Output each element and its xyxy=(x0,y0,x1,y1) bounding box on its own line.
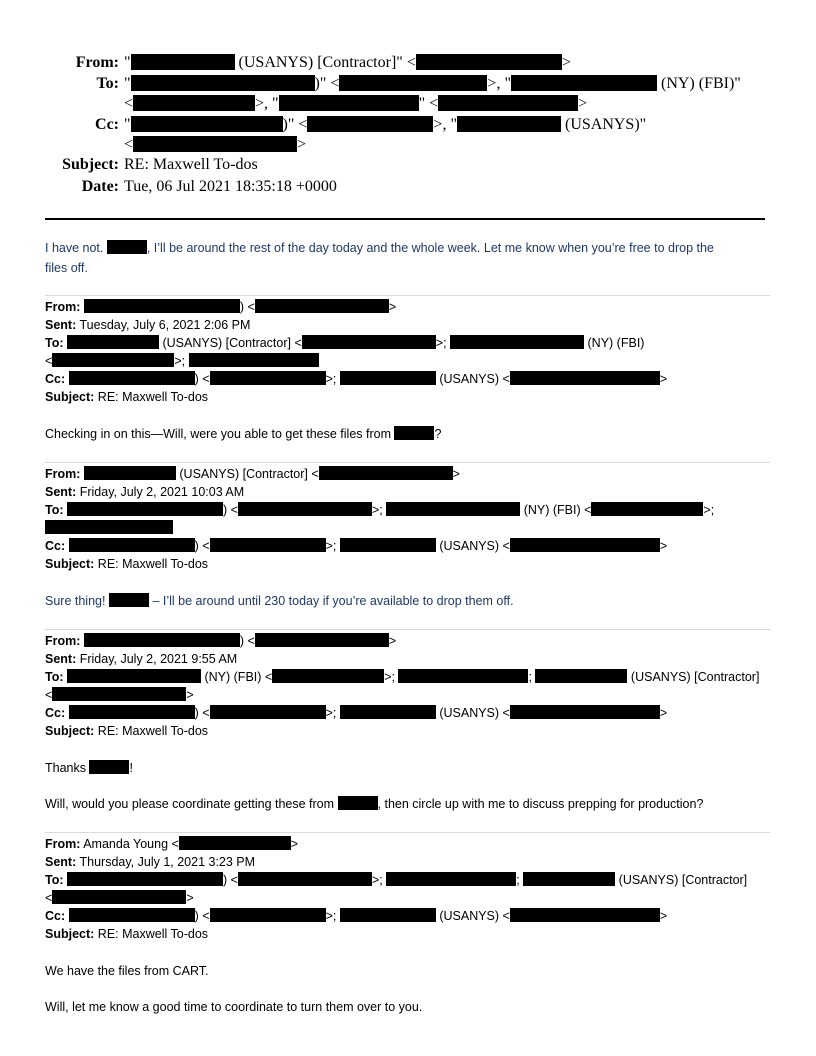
text: > xyxy=(659,539,668,553)
cc-label: Cc: xyxy=(45,539,66,553)
msg2-subject-row xyxy=(45,555,208,573)
to-label: To: xyxy=(45,873,64,887)
msg3-from-row xyxy=(45,632,396,650)
text: files off. xyxy=(45,261,88,275)
cc-label: Cc: xyxy=(45,706,66,720)
text: >; xyxy=(435,336,447,350)
sent-label: Sent: xyxy=(45,652,77,666)
text: " xyxy=(124,54,131,71)
redaction xyxy=(69,538,195,552)
redaction xyxy=(307,116,433,132)
redaction xyxy=(67,502,223,516)
text: (NY) (FBI) < xyxy=(204,670,273,684)
redaction xyxy=(339,75,487,91)
to-label: To: xyxy=(45,670,64,684)
text: >; xyxy=(325,372,337,386)
redaction xyxy=(511,75,657,91)
text: We have the files from CART. xyxy=(45,964,209,978)
redaction xyxy=(340,538,436,552)
header-divider xyxy=(45,218,765,220)
redaction xyxy=(45,520,173,534)
message-separator xyxy=(45,462,770,463)
redaction xyxy=(279,95,419,111)
sent-value: Friday, July 2, 2021 9:55 AM xyxy=(79,652,238,666)
redaction xyxy=(340,908,436,922)
redaction xyxy=(69,705,195,719)
header-subject-row xyxy=(0,155,816,175)
msg2-to-row-2 xyxy=(45,519,173,537)
subject-label: Subject: xyxy=(45,927,95,941)
msg1-subject-row xyxy=(45,388,208,406)
msg1-body xyxy=(45,424,775,444)
header-cc-value xyxy=(124,115,646,135)
msg4-body-2 xyxy=(45,997,775,1017)
from-label: From: xyxy=(45,837,81,851)
text: ) < xyxy=(223,873,238,887)
text: > xyxy=(561,54,571,71)
text: (USANYS) [Contractor] xyxy=(630,670,760,684)
header-subject-value: RE: Maxwell To-dos xyxy=(124,156,258,173)
sent-label: Sent: xyxy=(45,318,77,332)
text: > xyxy=(290,837,299,851)
text: >, " xyxy=(255,95,279,112)
text: )" < xyxy=(282,116,308,133)
redaction xyxy=(133,95,255,111)
redaction xyxy=(210,705,326,719)
text: >; xyxy=(371,503,383,517)
text: I have not. xyxy=(45,241,104,255)
redaction xyxy=(510,908,660,922)
header-from-label: From: xyxy=(75,54,119,71)
text: > xyxy=(452,467,460,481)
text: (NY) (FBI) < xyxy=(523,503,592,517)
msg2-to-row xyxy=(45,501,714,519)
redaction xyxy=(394,426,434,440)
text: ; xyxy=(516,873,520,887)
redaction xyxy=(210,371,326,385)
sent-label: Sent: xyxy=(45,485,77,499)
text: >; xyxy=(703,503,715,517)
msg2-cc-row xyxy=(45,537,667,555)
redaction xyxy=(255,299,389,313)
text: > xyxy=(659,909,668,923)
redaction xyxy=(510,705,660,719)
sent-value: Thursday, July 1, 2021 3:23 PM xyxy=(79,855,256,869)
text: > xyxy=(186,891,194,905)
text: " < xyxy=(418,95,439,112)
redaction xyxy=(89,760,129,774)
sender-name: Amanda Young < xyxy=(83,837,179,851)
redaction xyxy=(210,538,326,552)
redaction xyxy=(67,872,223,886)
header-to-label: To: xyxy=(96,75,119,92)
text: Thanks xyxy=(45,761,86,775)
header-date-value: Tue, 06 Jul 2021 18:35:18 +0000 xyxy=(124,178,337,195)
redaction xyxy=(69,908,195,922)
header-date-label: Date: xyxy=(81,178,119,195)
msg4-cc-row xyxy=(45,907,667,925)
text: >, " xyxy=(433,116,457,133)
redaction xyxy=(52,890,186,904)
msg2-from-row xyxy=(45,465,460,483)
text: " xyxy=(124,116,131,133)
text: (USANYS) [Contractor]" < xyxy=(238,54,416,71)
text: (USANYS) [Contractor] xyxy=(618,873,748,887)
subject-label: Subject: xyxy=(45,724,95,738)
text: > xyxy=(578,95,588,112)
msg1-to-row-2 xyxy=(45,352,319,370)
redaction xyxy=(510,538,660,552)
text: >; xyxy=(174,354,186,368)
message-separator xyxy=(45,629,770,630)
redaction xyxy=(302,335,436,349)
msg3-body xyxy=(45,758,775,778)
text: ) < xyxy=(194,539,210,553)
text: > xyxy=(388,634,397,648)
redaction xyxy=(510,371,660,385)
subject-value: RE: Maxwell To-dos xyxy=(97,557,209,571)
text: , I’ll be around the rest of the day today and the whole week. Let me know when you’re free to drop the xyxy=(146,241,714,255)
redaction xyxy=(438,95,578,111)
redaction xyxy=(67,669,201,683)
header-cc-row xyxy=(0,115,816,135)
redaction xyxy=(210,908,326,922)
text: (USANYS) < xyxy=(439,909,510,923)
header-to-value xyxy=(124,74,741,94)
msg3-subject-row xyxy=(45,722,208,740)
redaction xyxy=(84,633,240,647)
header-subject-label: Subject: xyxy=(62,156,119,173)
redaction xyxy=(457,116,561,132)
subject-label: Subject: xyxy=(45,557,95,571)
msg2-sent-row xyxy=(45,483,244,501)
text: > xyxy=(186,688,194,702)
redaction xyxy=(84,299,240,313)
text: ) < xyxy=(239,634,255,648)
text: >; xyxy=(325,706,337,720)
redaction xyxy=(386,502,520,516)
redaction xyxy=(133,136,297,152)
header-to-row xyxy=(0,74,816,94)
to-label: To: xyxy=(45,336,64,350)
redaction xyxy=(340,705,436,719)
text: >; xyxy=(371,873,383,887)
header-date-row xyxy=(0,177,816,197)
text: > xyxy=(388,300,397,314)
text: (USANYS) < xyxy=(439,372,510,386)
msg4-from-row xyxy=(45,835,298,853)
redaction xyxy=(272,669,384,683)
text: < xyxy=(45,354,53,368)
text: < xyxy=(45,891,53,905)
text: " xyxy=(124,75,131,92)
sent-value: Friday, July 2, 2021 10:03 AM xyxy=(79,485,245,499)
msg1-cc-row xyxy=(45,370,667,388)
msg3-sent-row xyxy=(45,650,237,668)
msg3-to-row xyxy=(45,668,759,686)
msg4-subject-row xyxy=(45,925,208,943)
subject-value: RE: Maxwell To-dos xyxy=(97,724,209,738)
redaction xyxy=(238,872,372,886)
redaction xyxy=(338,796,378,810)
redaction xyxy=(591,502,703,516)
redaction xyxy=(131,75,315,91)
from-label: From: xyxy=(45,467,81,481)
text: ? xyxy=(434,427,442,441)
text: >; xyxy=(384,670,395,684)
redaction xyxy=(67,335,159,349)
to-label: To: xyxy=(45,503,64,517)
msg1-sent-row xyxy=(45,316,250,334)
text: (USANYS) [Contractor] < xyxy=(162,336,302,350)
redaction xyxy=(52,687,186,701)
msg3-to-row-2 xyxy=(45,686,194,704)
msg4-to-row xyxy=(45,871,747,889)
msg3-cc-row xyxy=(45,704,667,722)
text: < xyxy=(45,688,53,702)
header-from-value xyxy=(124,53,571,73)
text: >; xyxy=(325,539,337,553)
subject-value: RE: Maxwell To-dos xyxy=(97,927,209,941)
redaction xyxy=(107,240,147,254)
text: ) < xyxy=(194,372,210,386)
text: – I’ll be around until 230 today if you’re available to drop them off. xyxy=(152,594,514,608)
redaction xyxy=(189,353,319,367)
redaction xyxy=(386,872,516,886)
header-to-row-2 xyxy=(124,94,587,114)
text: >; xyxy=(325,909,337,923)
redaction xyxy=(416,54,562,70)
text: (USANYS)" xyxy=(564,116,647,133)
text: Sure thing! xyxy=(45,594,106,608)
redaction xyxy=(398,669,528,683)
text: > xyxy=(659,372,668,386)
msg4-to-row-2 xyxy=(45,889,194,907)
text: ) < xyxy=(223,503,238,517)
sent-value: Tuesday, July 6, 2021 2:06 PM xyxy=(79,318,251,332)
text: >, " xyxy=(487,75,511,92)
text: )" < xyxy=(314,75,340,92)
text: Will, let me know a good time to coordinate to turn them over to you. xyxy=(45,1000,423,1014)
msg4-body xyxy=(45,961,775,981)
text: Will, would you please coordinate getting these from xyxy=(45,797,335,811)
reply-paragraph xyxy=(45,238,775,278)
text: < xyxy=(124,136,134,153)
redaction xyxy=(340,371,436,385)
redaction xyxy=(319,466,453,480)
redaction xyxy=(450,335,584,349)
from-label: From: xyxy=(45,300,81,314)
text: > xyxy=(659,706,668,720)
redaction xyxy=(84,466,176,480)
cc-label: Cc: xyxy=(45,909,66,923)
message-separator xyxy=(45,295,770,296)
header-from-row xyxy=(0,53,816,73)
cc-label: Cc: xyxy=(45,372,66,386)
text: (USANYS) < xyxy=(439,706,510,720)
message-separator xyxy=(45,832,770,833)
msg1-from-row xyxy=(45,298,396,316)
text: < xyxy=(124,95,134,112)
redaction xyxy=(131,54,235,70)
msg2-body xyxy=(45,591,775,611)
subject-label: Subject: xyxy=(45,390,95,404)
redaction xyxy=(179,836,291,850)
redaction xyxy=(69,371,195,385)
text: (USANYS) [Contractor] < xyxy=(179,467,319,481)
header-cc-row-2 xyxy=(124,135,306,155)
subject-value: RE: Maxwell To-dos xyxy=(97,390,209,404)
text: Checking in on this—Will, were you able to get these files from xyxy=(45,427,391,441)
redaction xyxy=(238,502,372,516)
text: ! xyxy=(129,761,133,775)
text: (NY) (FBI)" xyxy=(660,75,741,92)
text: (USANYS) < xyxy=(439,539,510,553)
text: ) < xyxy=(194,909,210,923)
redaction xyxy=(535,669,627,683)
text: , then circle up with me to discuss prepping for production? xyxy=(377,797,704,811)
from-label: From: xyxy=(45,634,81,648)
text: ) < xyxy=(239,300,255,314)
text: ; xyxy=(528,670,532,684)
sent-label: Sent: xyxy=(45,855,77,869)
header-cc-label: Cc: xyxy=(95,116,119,133)
text: (NY) (FBI) xyxy=(587,336,645,350)
text: ) < xyxy=(194,706,210,720)
msg3-body-2 xyxy=(45,794,775,814)
msg4-sent-row xyxy=(45,853,255,871)
msg1-to-row xyxy=(45,334,644,352)
redaction xyxy=(523,872,615,886)
redaction xyxy=(255,633,389,647)
redaction xyxy=(131,116,283,132)
redaction xyxy=(109,593,149,607)
text: > xyxy=(297,136,307,153)
redaction xyxy=(52,353,174,367)
